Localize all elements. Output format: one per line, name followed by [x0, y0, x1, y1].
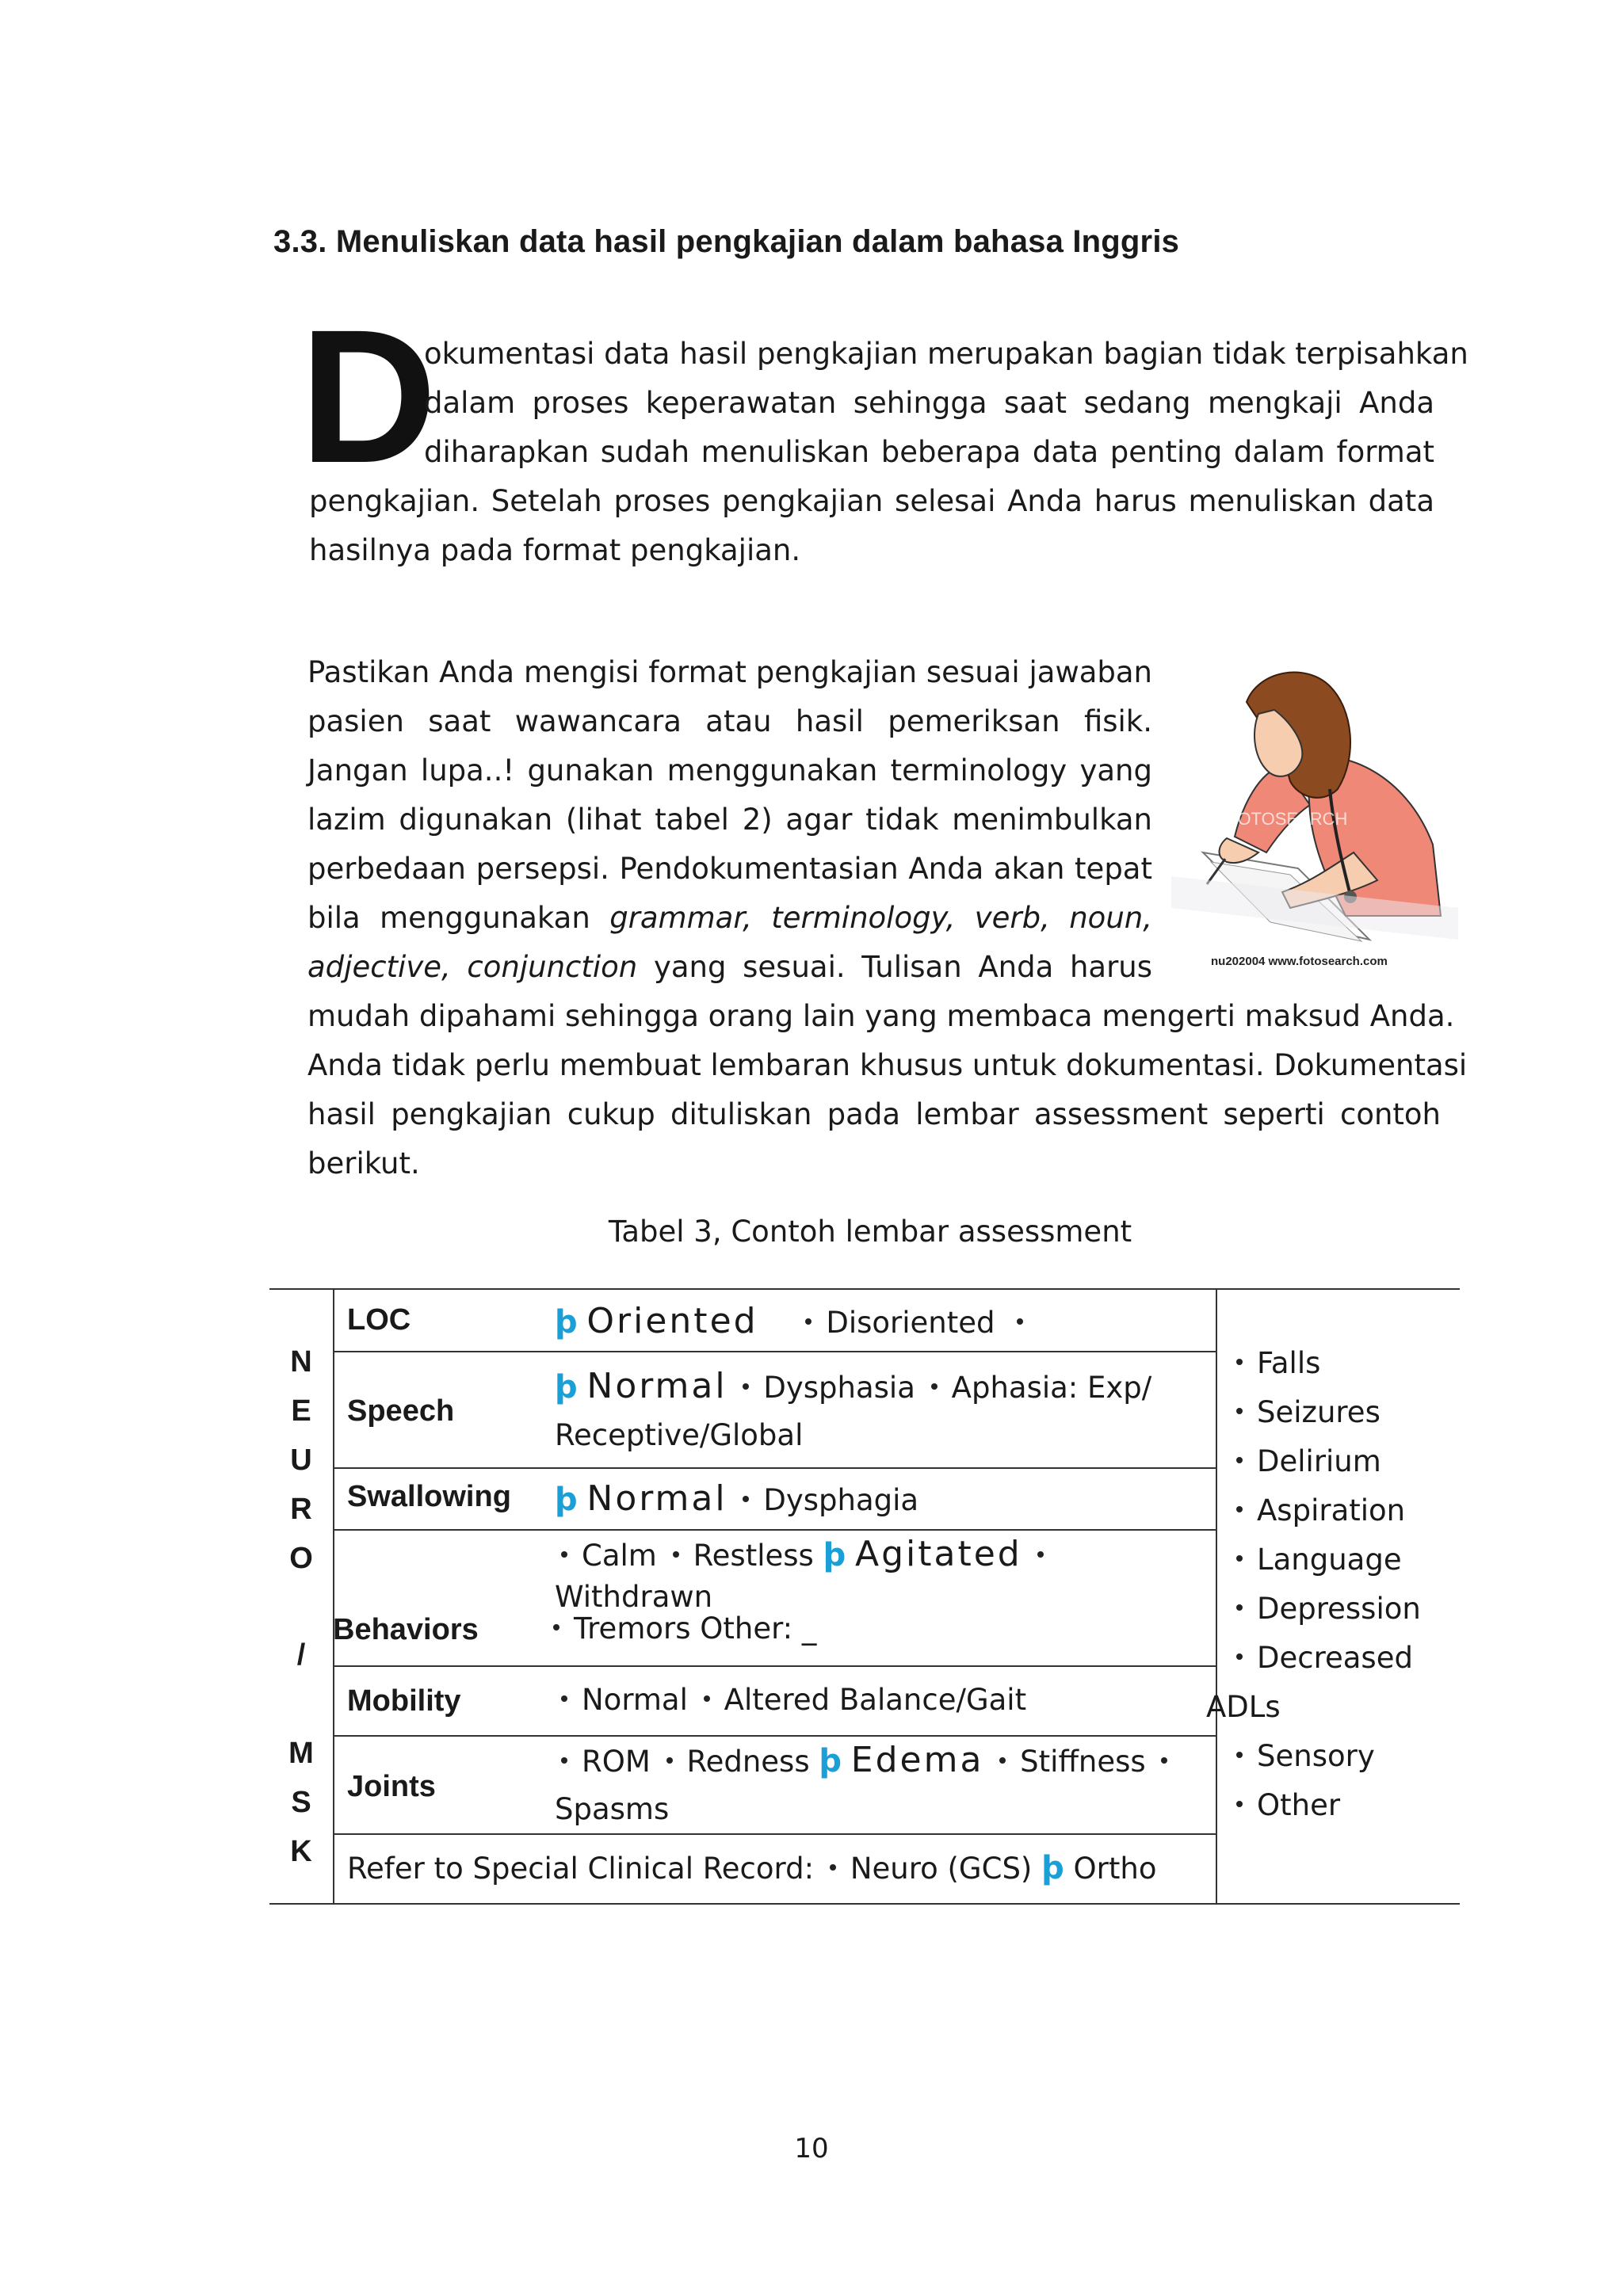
bullet-icon	[1236, 1359, 1243, 1365]
list-item	[1230, 1486, 1421, 1535]
bullet-icon	[704, 1695, 710, 1702]
option: Dysphasia	[763, 1371, 915, 1405]
bullet-icon	[1236, 1457, 1243, 1463]
paragraph-2-narrow	[307, 648, 1152, 992]
loc-options	[555, 1298, 1037, 1347]
side-letter: O	[289, 1542, 313, 1575]
row-divider	[333, 1833, 1216, 1835]
text-line: berikut.	[307, 1146, 420, 1180]
other-blank[interactable]: _	[801, 1611, 817, 1646]
table-caption	[0, 1215, 1623, 1249]
list-item-label: Seizures	[1257, 1395, 1381, 1429]
bullet-icon	[743, 1496, 749, 1502]
option: ROM	[582, 1745, 651, 1779]
row-label-mobility: Mobility	[347, 1684, 461, 1718]
option: Stiffness	[1020, 1745, 1146, 1779]
list-item	[1230, 1634, 1421, 1683]
list-item	[1230, 1732, 1421, 1781]
row-label-behaviors: Behaviors	[333, 1613, 479, 1646]
drop-cap: D	[300, 290, 437, 502]
bullet-icon	[561, 1757, 567, 1764]
checked-box-icon: þ	[823, 1537, 846, 1573]
table-top-border	[269, 1288, 1460, 1290]
joints-line2: Spasms	[555, 1792, 670, 1826]
bullet-icon	[1161, 1757, 1167, 1764]
text-line: lazim digunakan (lihat tabel 2) agar tidak menimbulkan	[307, 803, 1152, 837]
row-label-joints: Joints	[347, 1770, 436, 1803]
table-caption-text: Tabel 3, Contoh lembar assessment	[608, 1215, 1132, 1249]
checked-box-icon: þ	[1041, 1850, 1064, 1886]
bullet-icon	[673, 1551, 679, 1558]
italic-terms: adjective, conjunction	[307, 950, 638, 984]
text-line: Anda tidak perlu membuat lembaran khusus untuk dokumentasi. Dokumentasi	[307, 1048, 1468, 1082]
list-item-label: Decreased	[1257, 1641, 1413, 1675]
side-letter: E	[291, 1394, 311, 1428]
watermark: FOTOSEARCH	[1227, 809, 1348, 829]
side-letter: S	[291, 1786, 311, 1819]
bullet-icon	[1236, 1408, 1243, 1414]
text-line	[307, 894, 1152, 943]
option: Calm	[582, 1539, 657, 1573]
text-line	[307, 943, 1152, 992]
paragraph-1-indented	[424, 330, 1468, 477]
speech-options	[555, 1363, 1151, 1412]
row-label-swallowing: Swallowing	[347, 1480, 511, 1513]
list-item	[1230, 1585, 1421, 1634]
list-item	[1230, 1339, 1421, 1388]
paragraph-1-full	[309, 477, 1434, 575]
text-line: okumentasi data hasil pengkajian merupakan bagian tidak terpisahkan	[424, 337, 1468, 371]
bullet-icon	[1236, 1604, 1243, 1611]
option: Disoriented	[826, 1306, 995, 1340]
swallowing-options	[555, 1475, 918, 1524]
text-line: pengkajian. Setelah proses pengkajian selesai Anda harus menuliskan data	[309, 484, 1434, 518]
list-item-label: Aspiration	[1257, 1493, 1406, 1527]
table-divider	[1216, 1288, 1217, 1903]
refer-label: Refer to Special Clinical Record:	[347, 1852, 815, 1886]
row-divider	[333, 1467, 1216, 1469]
option: Tremors Other:	[574, 1611, 793, 1646]
mobility-options	[555, 1676, 1026, 1724]
text-line: pasien saat wawancara atau hasil pemeriksan fisik.	[307, 704, 1152, 738]
page-number-text: 10	[794, 2133, 829, 2164]
list-item	[1230, 1388, 1421, 1437]
bullet-icon	[1236, 1801, 1243, 1807]
option: Aphasia: Exp/	[951, 1371, 1152, 1405]
nurse-writing-illustration	[1171, 654, 1458, 971]
list-item	[1230, 1781, 1421, 1830]
option: Redness	[686, 1745, 810, 1779]
text-line: Jangan lupa..! gunakan menggunakan terminology yang	[307, 753, 1152, 788]
risk-list	[1206, 1339, 1421, 1830]
bullet-icon	[931, 1383, 938, 1390]
checked-box-icon: þ	[555, 1482, 578, 1518]
list-item-label: Other	[1257, 1788, 1341, 1822]
list-item	[1230, 1437, 1421, 1486]
option: Dysphagia	[763, 1483, 919, 1517]
option: Neuro (GCS)	[850, 1852, 1033, 1886]
bullet-icon	[805, 1318, 812, 1325]
behaviors-options	[555, 1531, 1058, 1580]
table-divider	[333, 1288, 334, 1903]
bullet-icon	[1017, 1318, 1023, 1325]
list-item-label: Language	[1257, 1543, 1402, 1577]
text-line: hasilnya pada format pengkajian.	[309, 533, 801, 567]
side-letter: N	[290, 1345, 312, 1379]
italic-terms: grammar, terminology, verb, noun,	[609, 901, 1152, 935]
page-number	[0, 2133, 1623, 2164]
bullet-icon	[666, 1757, 673, 1764]
table-bottom-border	[269, 1903, 1460, 1905]
side-letter: /	[296, 1638, 306, 1672]
list-item	[1230, 1535, 1421, 1585]
text-line: mudah dipahami sehingga orang lain yang membaca mengerti maksud Anda.	[307, 999, 1455, 1033]
option: Restless	[693, 1539, 814, 1573]
side-letter: K	[290, 1835, 312, 1868]
row-divider	[333, 1351, 1216, 1352]
row-label-speech: Speech	[347, 1394, 455, 1428]
speech-line2: Receptive/Global	[555, 1418, 804, 1452]
option-checked: Ortho	[1073, 1852, 1157, 1886]
row-divider	[333, 1665, 1216, 1667]
text-run: bila menggunakan	[307, 901, 610, 935]
bullet-icon	[553, 1624, 559, 1630]
bullet-icon	[1236, 1653, 1243, 1660]
option-checked: Agitated	[854, 1534, 1022, 1574]
row-label-loc: LOC	[347, 1303, 411, 1337]
checked-box-icon: þ	[555, 1369, 578, 1405]
text-line: diharapkan sudah menuliskan beberapa data penting dalam format	[424, 435, 1434, 469]
option-checked: Oriented	[586, 1301, 758, 1341]
bullet-icon	[561, 1551, 567, 1558]
bullet-icon	[1236, 1555, 1243, 1562]
paragraph-2-full	[307, 992, 1468, 1188]
text-line: dalam proses keperawatan sehingga saat sedang mengkaji Anda	[424, 386, 1434, 420]
text-run: yang sesuai. Tulisan Anda harus	[637, 950, 1153, 984]
bullet-icon	[1037, 1551, 1044, 1558]
section-heading: 3.3. Menuliskan data hasil pengkajian dalam bahasa Inggris	[273, 224, 1180, 259]
checked-box-icon: þ	[555, 1304, 578, 1341]
bullet-icon	[1236, 1752, 1243, 1758]
option-checked: Edema	[850, 1740, 984, 1780]
checked-box-icon: þ	[819, 1743, 842, 1779]
bullet-icon	[561, 1695, 567, 1702]
list-item-label: Falls	[1257, 1346, 1321, 1380]
bullet-icon	[999, 1757, 1006, 1764]
option-checked: Normal	[586, 1478, 727, 1519]
refer-row	[347, 1844, 1156, 1893]
text-line: hasil pengkajian cukup dituliskan pada lembar assessment seperti contoh	[307, 1097, 1441, 1131]
list-item-label: Depression	[1257, 1592, 1421, 1626]
option-checked: Normal	[586, 1366, 727, 1406]
image-credit: nu202004 www.fotosearch.com	[1211, 955, 1388, 968]
joints-options	[555, 1737, 1182, 1786]
bullet-icon	[830, 1864, 836, 1871]
behaviors-line2: Withdrawn	[555, 1580, 713, 1614]
text-line: Pastikan Anda mengisi format pengkajian sesuai jawaban	[307, 655, 1152, 689]
option: Normal	[582, 1683, 688, 1717]
option: Altered Balance/Gait	[724, 1683, 1027, 1717]
list-item-continuation: ADLs	[1206, 1690, 1281, 1724]
behaviors-line3	[547, 1605, 816, 1653]
text-line: perbedaan persepsi. Pendokumentasian Anda akan tepat	[307, 852, 1152, 886]
side-letter: R	[290, 1493, 312, 1526]
bullet-icon	[1236, 1506, 1243, 1512]
list-item-label: Sensory	[1257, 1739, 1375, 1773]
side-letter: M	[288, 1737, 314, 1770]
side-letter: U	[290, 1444, 312, 1477]
bullet-icon	[743, 1383, 749, 1390]
list-item-label: Delirium	[1257, 1444, 1381, 1478]
